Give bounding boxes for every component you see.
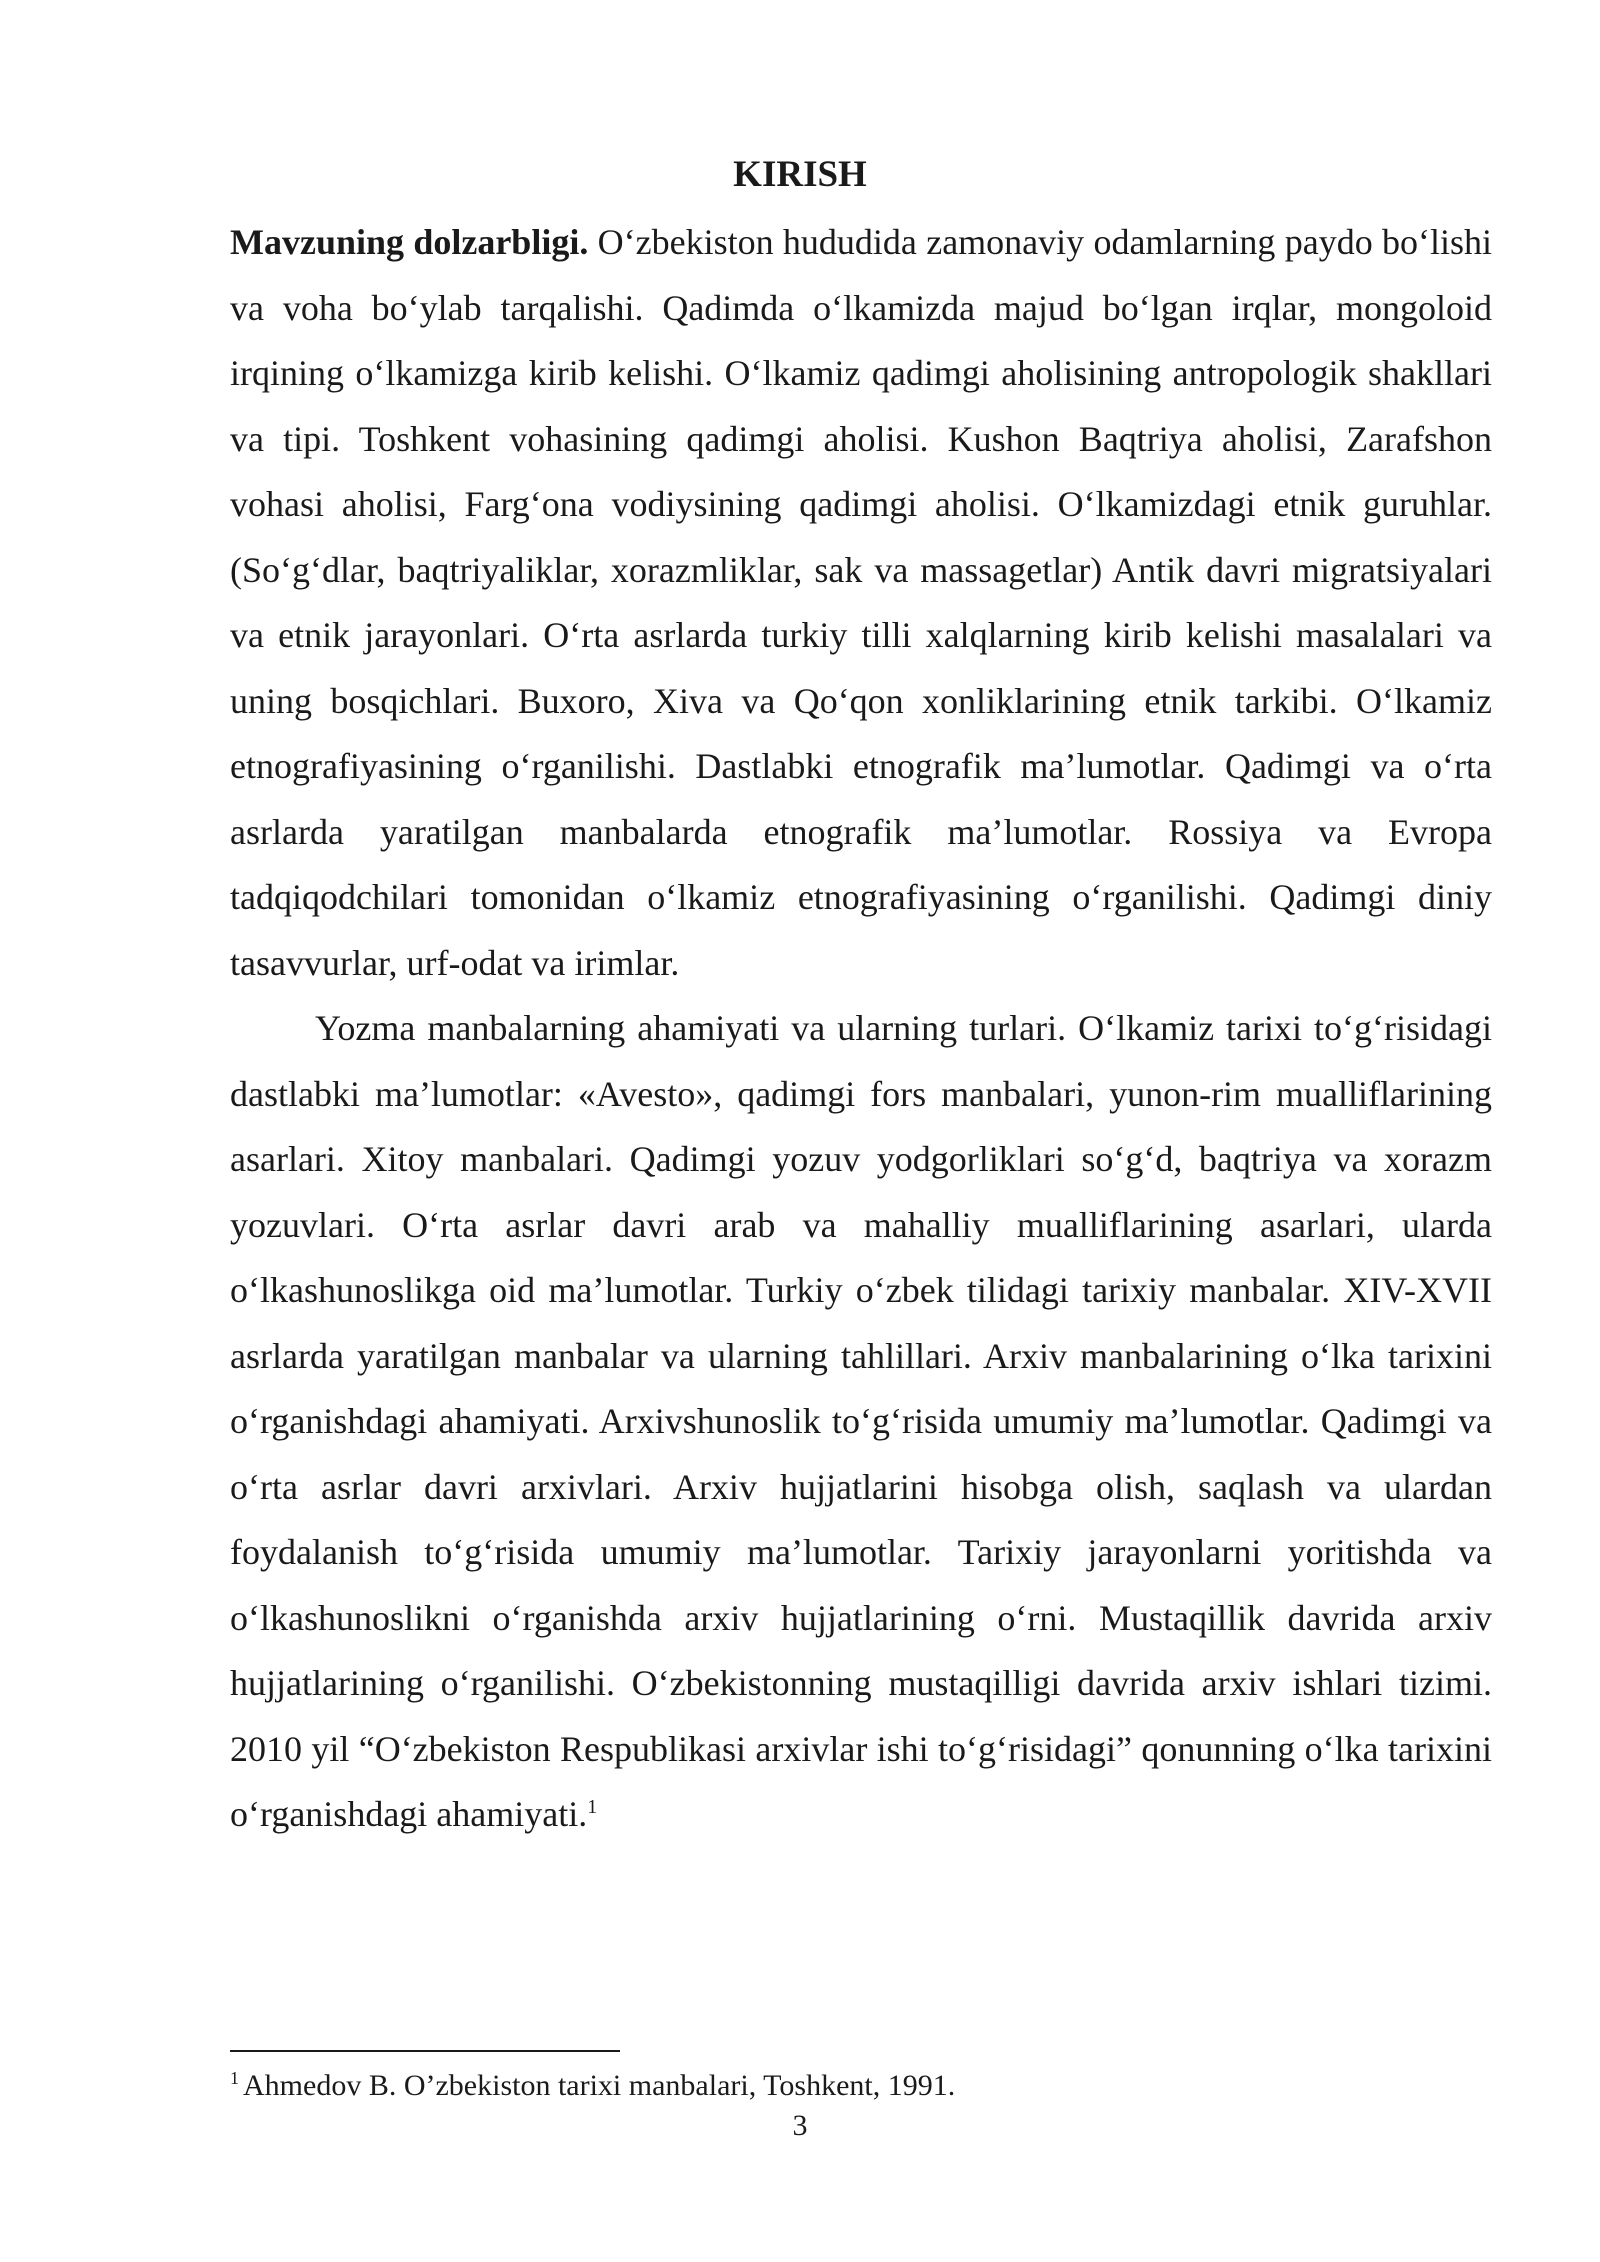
paragraph-relevance: [230, 210, 1492, 996]
footnote-text: Ahmedov B. O’zbekiston tarixi manbalari, Toshkent, 1991.: [243, 2069, 956, 2102]
page-number: 3: [792, 2109, 808, 2142]
body-text: [230, 210, 1492, 1848]
paragraph-lead: Mavzuning dolzarbligi.: [230, 222, 589, 262]
footnote: [230, 2066, 1492, 2106]
section-heading: KIRISH: [733, 154, 867, 195]
footnote-mark: 1: [230, 2068, 239, 2088]
footnote-separator: [230, 2050, 620, 2052]
paragraph-text: O‘zbekiston hududida zamonaviy odamlarning paydo bo‘lishi va voha bo‘ylab tarqalishi. Qadimda o‘lkamizda majud bo‘lgan irqlar, mongoloid irqining o‘lkamizga kirib kelishi. O‘lkamiz qadimgi aholisining antropologik shakllari va tipi. Toshkent vohasining qadimgi aholisi. Kushon Baqtriya aholisi, Zarafshon vohasi aholisi, Farg‘ona vodiysining qadimgi aholisi. O‘lkamizdagi etnik guruhlar. (So‘g‘dlar, baqtriyaliklar, xorazmliklar, sak va massagetlar) Antik davri migratsiyalari va etnik jarayonlari. O‘rta asrlarda turkiy tilli xalqlarning kirib kelishi masalalari va uning bosqichlari. Buxoro, Xiva va Qo‘qon xonliklarining etnik tarkibi. O‘lkamiz etnografiyasining o‘rganilishi. Dastlabki etnografik ma’lumotlar. Qadimgi va o‘rta asrlarda yaratilgan manbalarda etnografik ma’lumotlar. Rossiya va Evropa tadqiqodchilari tomonidan o‘lkamiz etnografiyasining o‘rganilishi. Qadimgi diniy tasavvurlar, urf-odat va irimlar.: [230, 222, 1493, 983]
paragraph-sources: [230, 996, 1492, 1848]
footnote-reference[interactable]: 1: [587, 1796, 598, 1818]
paragraph-text: Yozma manbalarning ahamiyati va ularning turlari. O‘lkamiz tarixi to‘g‘risidagi dastlabki ma’lumotlar: «Avesto», qadimgi fors manbalari, yunon-rim mualliflarining asarlari. Xitoy manbalari. Qadimgi yozuv yodgorliklari so‘g‘d, baqtriya va xorazm yozuvlari. O‘rta asrlar davri arab va mahalliy mualliflarining asarlari, ularda o‘lkashunoslikga oid ma’lumotlar. Turkiy o‘zbek tilidagi tarixiy manbalar. XIV-XVII asrlarda yaratilgan manbalar va ularning tahlillari. Arxiv manbalarining o‘lka tarixini o‘rganishdagi ahamiyati. Arxivshunoslik to‘g‘risida umumiy ma’lumotlar. Qadimgi va o‘rta asrlar davri arxivlari. Arxiv hujjatlarini hisobga olish, saqlash va ulardan foydalanish to‘g‘risida umumiy ma’lumotlar. Tarixiy jarayonlarni yoritishda va o‘lkashunoslikni o‘rganishda arxiv hujjatlarining o‘rni. Mustaqillik davrida arxiv hujjatlarining o‘rganilishi. O‘zbekistonning mustaqilligi davrida arxiv ishlari tizimi. 2010 yil “O‘zbekiston Respublikasi arxivlar ishi to‘g‘risidagi” qonunning o‘lka tarixini o‘rganishdagi ahamiyati.: [230, 1008, 1492, 1834]
